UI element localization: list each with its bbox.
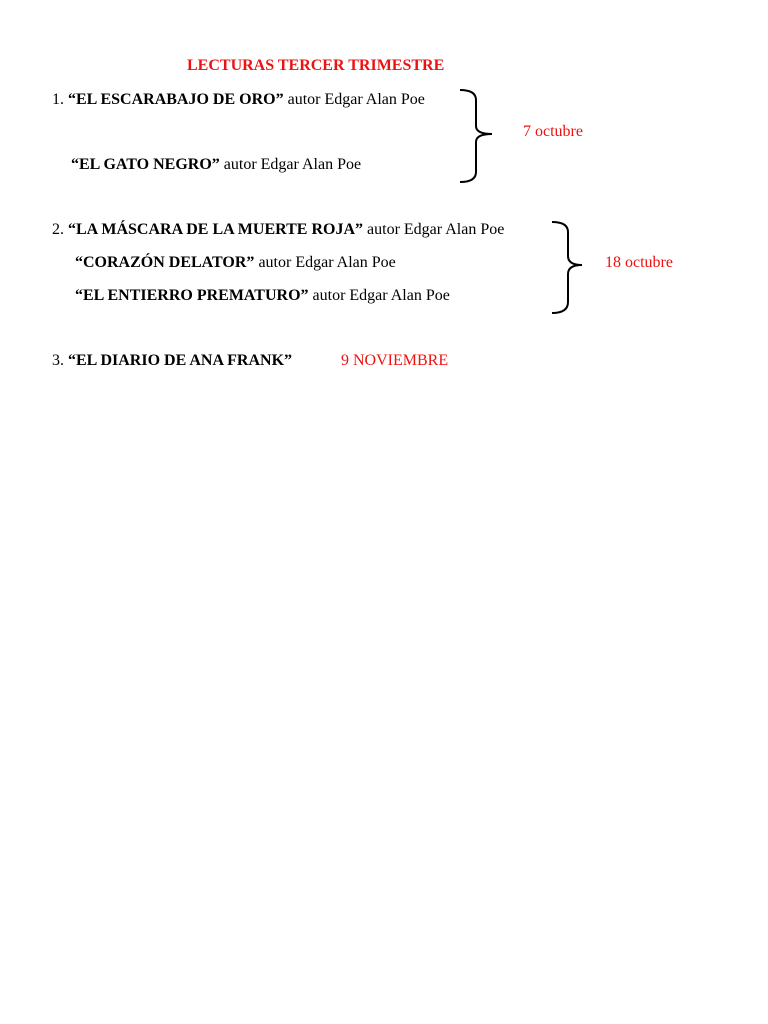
item-number: 3.: [52, 352, 64, 369]
book-title: “CORAZÓN DELATOR”: [75, 254, 255, 271]
reading-date-3: 9 NOVIEMBRE: [341, 352, 449, 369]
reading-item-1b: [71, 155, 361, 175]
reading-item-2: [52, 220, 504, 240]
page-title: LECTURAS TERCER TRIMESTRE: [187, 57, 445, 74]
book-title: “EL DIARIO DE ANA FRANK”: [68, 352, 293, 369]
reading-item-2c: [75, 286, 450, 306]
right-brace-icon: [550, 220, 590, 316]
book-author: autor Edgar Alan Poe: [367, 221, 505, 238]
item-number: 1.: [52, 91, 64, 108]
book-author: autor Edgar Alan Poe: [312, 287, 450, 304]
book-title: “LA MÁSCARA DE LA MUERTE ROJA”: [68, 221, 364, 238]
book-title: “EL ENTIERRO PREMATURO”: [75, 287, 309, 304]
item-number: 2.: [52, 221, 64, 238]
reading-date-2: 18 octubre: [605, 254, 673, 271]
book-author: autor Edgar Alan Poe: [287, 91, 425, 108]
reading-date-1: 7 octubre: [523, 123, 583, 140]
book-author: autor Edgar Alan Poe: [223, 156, 362, 173]
reading-item-3: [52, 351, 292, 371]
book-title: “EL GATO NEGRO”: [71, 156, 220, 173]
reading-item-1: [52, 90, 425, 110]
book-author: autor Edgar Alan Poe: [258, 254, 396, 271]
right-brace-icon: [458, 88, 498, 184]
reading-item-2b: [75, 253, 396, 273]
book-title: “EL ESCARABAJO DE ORO”: [68, 91, 284, 108]
